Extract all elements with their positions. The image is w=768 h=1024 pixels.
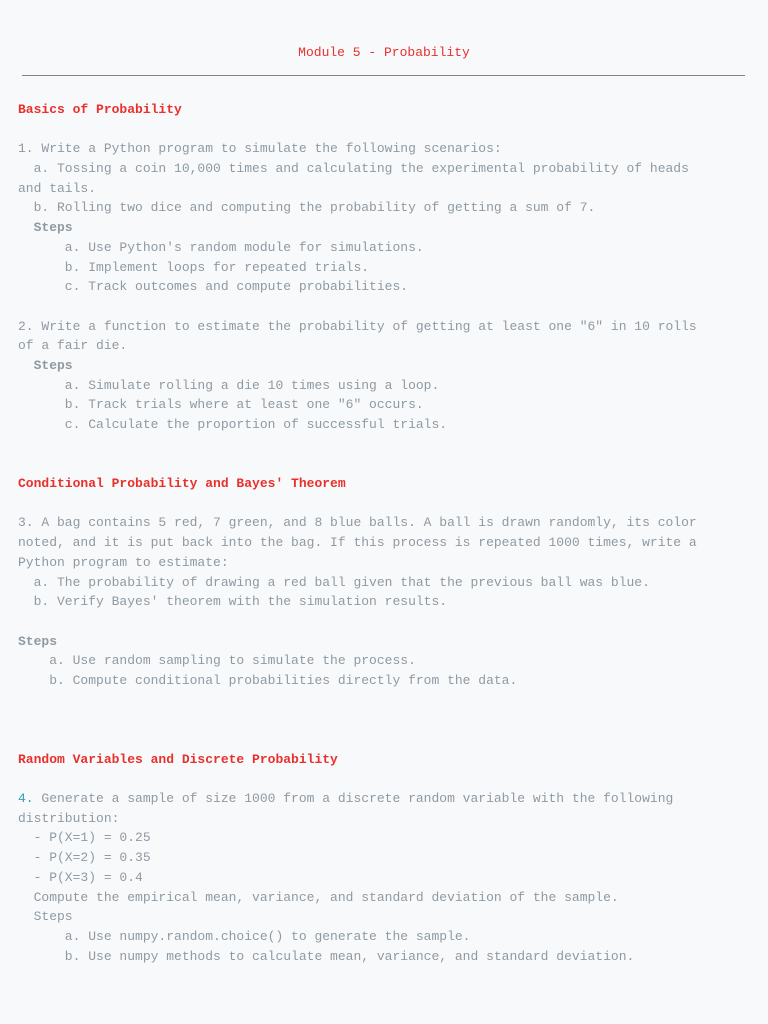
spacer <box>18 494 738 514</box>
step-item: c. Calculate the proportion of successful trials. <box>18 417 448 432</box>
question-3-line: 3. A bag contains 5 red, 7 green, and 8 blue balls. A ball is drawn randomly, its color <box>18 515 697 531</box>
spacer <box>18 612 738 632</box>
distribution-item: - P(X=1) = 0.25 <box>18 830 151 846</box>
question-3-line: a. The probability of drawing a red ball given that the previous ball was blue. <box>18 574 650 590</box>
question-1-line: a. Tossing a coin 10,000 times and calculating the experimental probability of heads <box>18 161 689 177</box>
steps-label: Steps <box>18 633 58 649</box>
title-divider <box>22 75 745 76</box>
question-1-line: b. Rolling two dice and computing the probability of getting a sum of 7. <box>18 200 596 216</box>
spacer <box>18 710 738 730</box>
steps-label: Steps <box>18 357 73 373</box>
page-title: Module 5 - Probability <box>298 45 470 60</box>
spacer <box>18 454 738 474</box>
step-item: a. Use random sampling to simulate the process. <box>18 653 416 669</box>
question-4-line: Compute the empirical mean, variance, and standard deviation of the sample. <box>18 889 619 905</box>
question-4-number: 4. <box>18 791 34 807</box>
question-1-line: 1. Write a Python program to simulate the following scenarios: <box>18 141 502 157</box>
spacer <box>18 691 738 711</box>
step-item: a. Simulate rolling a die 10 times using a loop. <box>18 377 440 393</box>
steps-label: Steps <box>18 909 73 925</box>
section-heading-random-variables: Random Variables and Discrete Probability <box>18 751 338 767</box>
step-item: c. Track outcomes and compute probabilities. <box>18 279 409 295</box>
question-3-line: Python program to estimate: <box>18 554 229 570</box>
question-4-line <box>18 789 738 809</box>
spacer <box>18 435 738 455</box>
section-heading-basics: Basics of Probability <box>18 102 182 117</box>
spacer <box>18 730 738 750</box>
step-item: b. Compute conditional probabilities directly from the data. <box>18 672 518 688</box>
question-2 <box>18 317 738 435</box>
document-body <box>18 100 738 966</box>
step-item: a. Use Python's random module for simulations. <box>18 239 424 255</box>
question-2-line: of a fair die. <box>18 338 128 354</box>
step-item: b. Track trials where at least one "6" occurs. <box>18 397 424 413</box>
question-4-text: Generate a sample of size 1000 from a discrete random variable with the following <box>33 791 674 807</box>
question-2-line: 2. Write a function to estimate the probability of getting at least one "6" in 10 rolls <box>18 318 697 334</box>
distribution-item: - P(X=3) = 0.4 <box>18 869 143 885</box>
distribution-item: - P(X=2) = 0.35 <box>18 850 151 866</box>
question-4-line: distribution: <box>18 810 120 826</box>
question-1 <box>18 139 738 297</box>
question-1-line: and tails. <box>18 180 97 196</box>
step-item: b. Use numpy methods to calculate mean, variance, and standard deviation. <box>18 948 635 964</box>
question-4 <box>18 789 738 966</box>
spacer <box>18 769 738 789</box>
steps-label: Steps <box>18 220 73 236</box>
step-item: b. Implement loops for repeated trials. <box>18 259 370 275</box>
question-3-line: noted, and it is put back into the bag. If this process is repeated 1000 times, write a <box>18 535 697 551</box>
section-heading-conditional: Conditional Probability and Bayes' Theorem <box>18 476 346 492</box>
step-item: a. Use numpy.random.choice() to generate the sample. <box>18 928 471 944</box>
question-3 <box>18 513 738 690</box>
spacer <box>18 120 738 140</box>
question-3-line: b. Verify Bayes' theorem with the simulation results. <box>18 594 448 610</box>
spacer <box>18 297 738 317</box>
